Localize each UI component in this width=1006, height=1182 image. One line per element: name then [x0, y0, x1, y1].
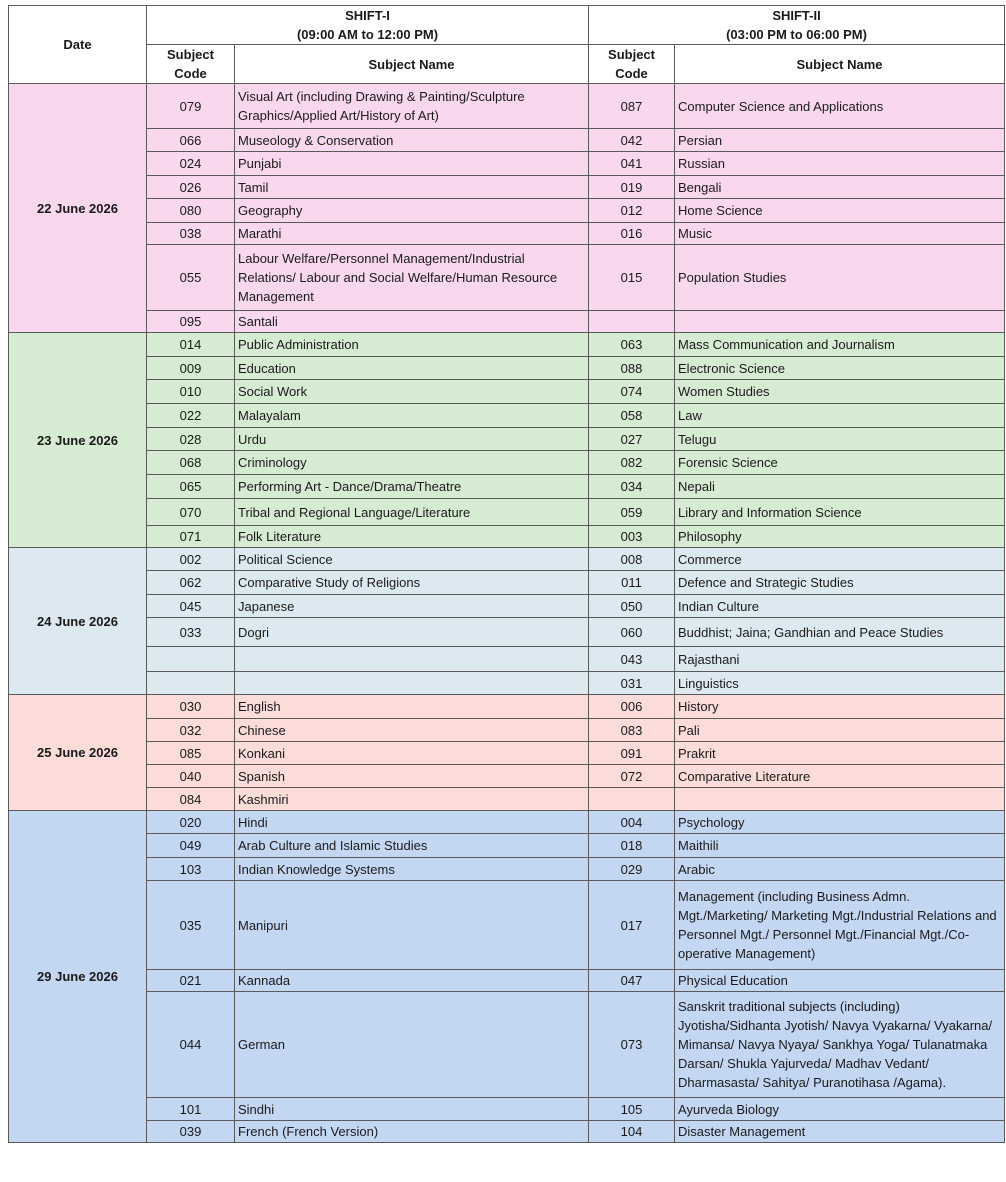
shift1-subject-name [235, 672, 589, 695]
shift1-subject-code: 028 [147, 428, 235, 451]
shift2-subject-code: 011 [589, 571, 675, 595]
shift2-subject-code [589, 311, 675, 333]
shift1-subject-name-header: Subject Name [235, 45, 589, 84]
shift1-subject-name: Japanese [235, 595, 589, 618]
shift2-subject-name: Linguistics [675, 672, 1005, 695]
shift1-subject-code: 066 [147, 129, 235, 152]
shift2-subject-code: 008 [589, 548, 675, 571]
shift2-subject-code [589, 788, 675, 811]
shift1-title: SHIFT-I [345, 8, 390, 23]
shift2-subject-name: Women Studies [675, 380, 1005, 404]
table-row [9, 526, 1005, 548]
shift2-subject-name: Buddhist; Jaina; Gandhian and Peace Studies [675, 618, 1005, 647]
table-row [9, 695, 1005, 719]
table-row [9, 970, 1005, 992]
shift1-subject-name: Geography [235, 199, 589, 223]
shift1-subject-name: Criminology [235, 451, 589, 475]
date-cell: 25 June 2026 [9, 695, 147, 811]
shift2-subject-code: 034 [589, 475, 675, 499]
shift2-subject-code: 018 [589, 834, 675, 858]
shift1-subject-code: 084 [147, 788, 235, 811]
table-row [9, 152, 1005, 176]
shift2-subject-code: 082 [589, 451, 675, 475]
shift2-subject-name: Pali [675, 719, 1005, 742]
table-row [9, 223, 1005, 245]
shift2-subject-name: Nepali [675, 475, 1005, 499]
shift1-subject-code: 024 [147, 152, 235, 176]
shift1-subject-code: 062 [147, 571, 235, 595]
shift1-subject-code: 021 [147, 970, 235, 992]
shift2-subject-code: 072 [589, 765, 675, 788]
header-row-shifts [9, 6, 1005, 45]
shift1-subject-name: Tamil [235, 176, 589, 199]
shift1-subject-code: 030 [147, 695, 235, 719]
date-cell: 23 June 2026 [9, 333, 147, 548]
shift1-subject-code: 080 [147, 199, 235, 223]
shift1-subject-code [147, 647, 235, 672]
table-row [9, 858, 1005, 881]
header-row-columns [9, 45, 1005, 84]
table-row [9, 992, 1005, 1098]
shift2-subject-name: Psychology [675, 811, 1005, 834]
shift1-subject-code: 085 [147, 742, 235, 765]
shift2-subject-code: 029 [589, 858, 675, 881]
shift2-subject-code: 043 [589, 647, 675, 672]
shift1-subject-name: Comparative Study of Religions [235, 571, 589, 595]
shift1-subject-code: 020 [147, 811, 235, 834]
shift1-subject-name: Chinese [235, 719, 589, 742]
shift2-subject-code: 059 [589, 499, 675, 526]
shift1-subject-name: Folk Literature [235, 526, 589, 548]
shift1-subject-code: 101 [147, 1098, 235, 1121]
table-row [9, 647, 1005, 672]
shift2-subject-code: 104 [589, 1121, 675, 1143]
shift1-subject-code: 009 [147, 357, 235, 380]
shift2-subject-name: Home Science [675, 199, 1005, 223]
table-row [9, 475, 1005, 499]
shift1-subject-name: Labour Welfare/Personnel Management/Industrial Relations/ Labour and Social Welfare/Human Resource Management [235, 245, 589, 311]
shift2-subject-code: 031 [589, 672, 675, 695]
shift2-subject-code: 087 [589, 84, 675, 129]
shift1-subject-code: 039 [147, 1121, 235, 1143]
shift1-subject-code: 055 [147, 245, 235, 311]
shift2-subject-name: Philosophy [675, 526, 1005, 548]
shift1-subject-code: 038 [147, 223, 235, 245]
schedule-body [9, 84, 1005, 1143]
table-row [9, 499, 1005, 526]
date-header [9, 6, 147, 84]
table-row [9, 881, 1005, 970]
shift2-subject-name: History [675, 695, 1005, 719]
shift2-subject-code: 063 [589, 333, 675, 357]
shift1-subject-name: Performing Art - Dance/Drama/Theatre [235, 475, 589, 499]
shift1-subject-name: Konkani [235, 742, 589, 765]
shift1-subject-code: 049 [147, 834, 235, 858]
shift1-subject-name: Urdu [235, 428, 589, 451]
shift2-subject-name: Law [675, 404, 1005, 428]
shift1-subject-name: Dogri [235, 618, 589, 647]
shift2-subject-name: Library and Information Science [675, 499, 1005, 526]
shift1-subject-name: Museology & Conservation [235, 129, 589, 152]
shift2-subject-code: 073 [589, 992, 675, 1098]
shift2-subject-name: Indian Culture [675, 595, 1005, 618]
shift2-subject-name: Sanskrit traditional subjects (including) Jyotisha/Sidhanta Jyotish/ Navya Vyakarna/ Vyakarna/ Mimansa/ Navya Nyaya/ Sankhya Yoga/ Tulanatmaka Darsan/ Shukla Yajurveda/ Madhav Vedant/ Dharmasasta/ Sahitya/ Puranotihasa /Agama). [675, 992, 1005, 1098]
shift1-subject-name: Education [235, 357, 589, 380]
shift2-time: (03:00 PM to 06:00 PM) [726, 27, 867, 42]
shift1-subject-name: Malayalam [235, 404, 589, 428]
table-row [9, 571, 1005, 595]
shift1-subject-name: Marathi [235, 223, 589, 245]
shift1-subject-name: Spanish [235, 765, 589, 788]
shift2-subject-code: 017 [589, 881, 675, 970]
shift1-subject-code: 026 [147, 176, 235, 199]
shift2-subject-code: 091 [589, 742, 675, 765]
shift2-subject-code: 006 [589, 695, 675, 719]
shift2-subject-name: Population Studies [675, 245, 1005, 311]
shift1-subject-code: 045 [147, 595, 235, 618]
shift2-subject-code: 042 [589, 129, 675, 152]
shift1-subject-name: Tribal and Regional Language/Literature [235, 499, 589, 526]
date-header-label: Date [63, 37, 92, 52]
shift2-subject-name: Rajasthani [675, 647, 1005, 672]
shift2-subject-name: Ayurveda Biology [675, 1098, 1005, 1121]
shift2-subject-name: Computer Science and Applications [675, 84, 1005, 129]
table-row [9, 380, 1005, 404]
table-row [9, 719, 1005, 742]
shift2-subject-name: Electronic Science [675, 357, 1005, 380]
shift1-subject-name [235, 647, 589, 672]
shift2-subject-name: Commerce [675, 548, 1005, 571]
shift1-subject-code: 033 [147, 618, 235, 647]
shift2-subject-code: 050 [589, 595, 675, 618]
table-row [9, 742, 1005, 765]
shift1-subject-code: 010 [147, 380, 235, 404]
shift2-subject-name: Arabic [675, 858, 1005, 881]
shift1-subject-code: 032 [147, 719, 235, 742]
table-row [9, 451, 1005, 475]
shift1-time: (09:00 AM to 12:00 PM) [296, 27, 439, 42]
table-row [9, 311, 1005, 333]
shift1-subject-code: 079 [147, 84, 235, 129]
table-row [9, 333, 1005, 357]
shift2-subject-name: Bengali [675, 176, 1005, 199]
shift1-subject-name: Santali [235, 311, 589, 333]
shift1-subject-code-header: Subject Code [147, 45, 235, 84]
exam-schedule-table [8, 5, 1005, 1143]
shift2-subject-code: 060 [589, 618, 675, 647]
shift1-subject-code: 065 [147, 475, 235, 499]
shift2-subject-name [675, 311, 1005, 333]
shift2-subject-code: 058 [589, 404, 675, 428]
shift1-subject-code: 035 [147, 881, 235, 970]
shift2-subject-name [675, 788, 1005, 811]
shift1-subject-name: English [235, 695, 589, 719]
shift1-subject-name: French (French Version) [235, 1121, 589, 1143]
table-row [9, 245, 1005, 311]
shift2-subject-code-header: Subject Code [589, 45, 675, 84]
shift2-subject-name: Music [675, 223, 1005, 245]
shift2-subject-name: Disaster Management [675, 1121, 1005, 1143]
shift1-subject-code: 071 [147, 526, 235, 548]
shift1-subject-name: Hindi [235, 811, 589, 834]
table-row [9, 176, 1005, 199]
date-cell: 22 June 2026 [9, 84, 147, 333]
shift2-subject-name-header: Subject Name [675, 45, 1005, 84]
shift1-subject-name: German [235, 992, 589, 1098]
table-row [9, 428, 1005, 451]
shift1-subject-code: 070 [147, 499, 235, 526]
shift1-subject-name: Sindhi [235, 1098, 589, 1121]
table-row [9, 811, 1005, 834]
table-row [9, 1098, 1005, 1121]
shift2-subject-code: 088 [589, 357, 675, 380]
shift1-subject-name: Political Science [235, 548, 589, 571]
shift2-subject-name: Prakrit [675, 742, 1005, 765]
table-row [9, 357, 1005, 380]
shift1-subject-name: Kannada [235, 970, 589, 992]
shift1-subject-code: 022 [147, 404, 235, 428]
shift2-subject-name: Telugu [675, 428, 1005, 451]
table-row [9, 834, 1005, 858]
shift2-subject-code: 004 [589, 811, 675, 834]
shift2-subject-code: 003 [589, 526, 675, 548]
shift2-subject-code: 074 [589, 380, 675, 404]
shift2-subject-name: Mass Communication and Journalism [675, 333, 1005, 357]
shift1-subject-code: 044 [147, 992, 235, 1098]
shift2-subject-name: Forensic Science [675, 451, 1005, 475]
shift2-subject-name: Persian [675, 129, 1005, 152]
shift1-subject-code [147, 672, 235, 695]
shift1-subject-name: Social Work [235, 380, 589, 404]
shift1-subject-code: 040 [147, 765, 235, 788]
shift1-subject-name: Visual Art (including Drawing & Painting/Sculpture Graphics/Applied Art/History of Art) [235, 84, 589, 129]
shift2-title: SHIFT-II [772, 8, 821, 23]
shift1-subject-code: 103 [147, 858, 235, 881]
shift2-subject-code: 047 [589, 970, 675, 992]
shift1-subject-name: Punjabi [235, 152, 589, 176]
table-row [9, 1121, 1005, 1143]
shift2-subject-code: 015 [589, 245, 675, 311]
table-row [9, 84, 1005, 129]
shift1-subject-name: Manipuri [235, 881, 589, 970]
table-row [9, 788, 1005, 811]
shift2-subject-code: 041 [589, 152, 675, 176]
shift1-subject-name: Public Administration [235, 333, 589, 357]
table-row [9, 618, 1005, 647]
shift2-header [589, 6, 1005, 45]
shift1-subject-code: 068 [147, 451, 235, 475]
table-row [9, 199, 1005, 223]
shift1-subject-code: 014 [147, 333, 235, 357]
shift2-subject-name: Russian [675, 152, 1005, 176]
shift2-subject-code: 105 [589, 1098, 675, 1121]
date-cell: 29 June 2026 [9, 811, 147, 1143]
shift2-subject-code: 016 [589, 223, 675, 245]
shift2-subject-name: Maithili [675, 834, 1005, 858]
shift2-subject-name: Defence and Strategic Studies [675, 571, 1005, 595]
shift1-header [147, 6, 589, 45]
table-row [9, 765, 1005, 788]
shift2-subject-code: 083 [589, 719, 675, 742]
table-row [9, 595, 1005, 618]
table-row [9, 404, 1005, 428]
shift2-subject-code: 012 [589, 199, 675, 223]
shift2-subject-name: Physical Education [675, 970, 1005, 992]
shift2-subject-name: Management (including Business Admn. Mgt./Marketing/ Marketing Mgt./Industrial Relations and Personnel Mgt./ Personnel Mgt./Financial Mgt./Co-operative Management) [675, 881, 1005, 970]
table-row [9, 129, 1005, 152]
shift1-subject-name: Indian Knowledge Systems [235, 858, 589, 881]
table-row [9, 672, 1005, 695]
shift1-subject-code: 095 [147, 311, 235, 333]
table-row [9, 548, 1005, 571]
shift2-subject-code: 019 [589, 176, 675, 199]
shift1-subject-name: Kashmiri [235, 788, 589, 811]
shift2-subject-code: 027 [589, 428, 675, 451]
shift2-subject-name: Comparative Literature [675, 765, 1005, 788]
date-cell: 24 June 2026 [9, 548, 147, 695]
shift1-subject-name: Arab Culture and Islamic Studies [235, 834, 589, 858]
shift1-subject-code: 002 [147, 548, 235, 571]
